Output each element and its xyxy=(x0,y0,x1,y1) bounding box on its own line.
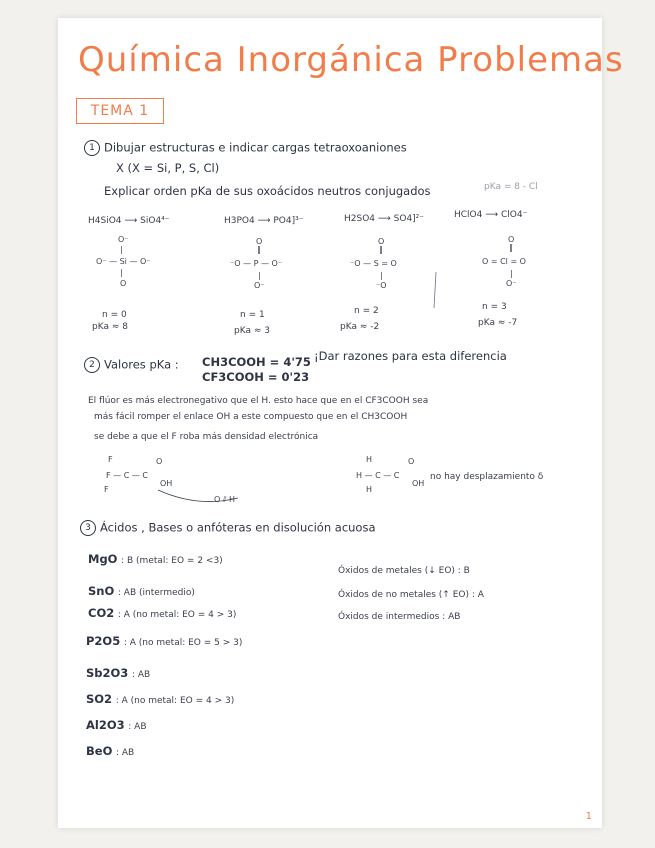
svg-text:O⁻ — Si — O⁻: O⁻ — Si — O⁻ xyxy=(96,257,151,266)
question-2 xyxy=(84,357,179,373)
svg-text:H: H xyxy=(366,455,373,464)
svg-text:O⁻: O⁻ xyxy=(506,279,517,288)
list-item: Al2O3 : AB xyxy=(86,718,147,732)
list-item: BeO : AB xyxy=(86,744,135,758)
question-3 xyxy=(80,520,376,536)
list-item: SO2 : A (no metal: EO = 4 > 3) xyxy=(86,692,235,706)
svg-text:O: O xyxy=(256,237,263,246)
rule-nonmetal-oxides: Óxidos de no metales (↑ EO) : A xyxy=(338,590,484,600)
reaction-s: H2SO4 ⟶ SO4]²⁻ xyxy=(344,214,425,224)
reaction-p: H3PO4 ⟶ PO4]³⁻ xyxy=(224,216,304,226)
svg-text:|: | xyxy=(380,271,383,280)
displacement-note: no hay desplazamiento δ xyxy=(430,472,544,482)
question-number: 1 xyxy=(84,140,100,156)
svg-text:F: F xyxy=(104,485,109,494)
tetraoxoanion-structures xyxy=(78,230,578,310)
svg-text:O: O xyxy=(156,457,163,466)
list-item: P2O5 : A (no metal: EO = 5 > 3) xyxy=(86,634,243,648)
explanation-line-2: más fácil romper el enlace OH a este compuesto que en el CH3COOH xyxy=(94,412,408,422)
svg-text:O: O xyxy=(408,457,415,466)
question-text-2: Explicar orden pKa de sus oxoácidos neutros conjugados xyxy=(104,184,431,198)
svg-text:|: | xyxy=(510,269,513,278)
explanation-line-3: se debe a que el F roba más densidad electrónica xyxy=(94,432,319,442)
svg-text:‖: ‖ xyxy=(509,243,513,252)
svg-text:O⁻: O⁻ xyxy=(254,281,265,290)
reaction-cl: HClO4 ⟶ ClO4⁻ xyxy=(454,210,528,220)
reaction-si: H4SiO4 ⟶ SiO4⁴⁻ xyxy=(88,216,170,226)
n-value-si: n = 0 xyxy=(102,310,127,320)
svg-text:|: | xyxy=(120,245,123,254)
list-item: MgO : B (metal: EO = 2 <3) xyxy=(88,552,223,566)
svg-text:‖: ‖ xyxy=(257,245,261,254)
question-text: Ácidos , Bases o anfóteras en disolución acuosa xyxy=(100,520,376,535)
page-title: Química Inorgánica Problemas xyxy=(78,40,624,80)
rule-intermediate-oxides: Óxidos de intermedios : AB xyxy=(338,612,461,622)
svg-text:⁻O — P — O⁻: ⁻O — P — O⁻ xyxy=(230,259,283,268)
page-number: 1 xyxy=(585,811,592,822)
svg-text:⁻O — S = O: ⁻O — S = O xyxy=(350,259,397,268)
svg-text:F: F xyxy=(108,455,113,464)
pka-value-p: pKa ≈ 3 xyxy=(234,326,270,336)
pka-value-si: pKa ≈ 8 xyxy=(92,322,128,332)
question-ask: ¡Dar razones para esta diferencia xyxy=(314,349,507,363)
svg-text:OH: OH xyxy=(160,479,173,488)
pka-value-s: pKa ≈ -2 xyxy=(340,322,380,332)
pka-trifluoroacetic: CF3COOH = 0'23 xyxy=(202,370,310,384)
topic-box: TEMA 1 xyxy=(76,98,164,124)
list-item: SnO : AB (intermedio) xyxy=(88,584,195,598)
svg-text:O: O xyxy=(508,235,515,244)
svg-text:⁻O: ⁻O xyxy=(376,281,387,290)
n-value-s: n = 2 xyxy=(354,306,379,316)
explanation-line-1: El flúor es más electronegativo que el H. esto hace que en el CF3COOH sea xyxy=(88,396,429,406)
svg-text:|: | xyxy=(120,268,123,277)
rule-metal-oxides: Óxidos de metales (↓ EO) : B xyxy=(338,566,470,576)
question-1 xyxy=(84,140,407,156)
svg-text:O = Cl = O: O = Cl = O xyxy=(482,257,526,266)
pka-value-cl: pKa ≈ -7 xyxy=(478,318,518,328)
svg-text:O: O xyxy=(120,279,127,288)
list-item: CO2 : A (no metal: EO = 4 > 3) xyxy=(88,606,237,620)
svg-text:‖: ‖ xyxy=(379,245,383,254)
pka-acetic: CH3COOH = 4'75 xyxy=(202,355,311,369)
question-number: 3 xyxy=(80,520,96,536)
n-value-p: n = 1 xyxy=(240,310,265,320)
svg-text:|: | xyxy=(258,271,261,280)
svg-text:H: H xyxy=(366,485,373,494)
notebook-page xyxy=(58,18,624,828)
question-text: Valores pKa : xyxy=(104,357,179,372)
svg-text:H — C — C: H — C — C xyxy=(356,471,400,480)
svg-text:O ⫽ H: O ⫽ H xyxy=(214,495,235,504)
svg-text:O: O xyxy=(378,237,385,246)
pka-range-note: pKa = 8 - Cl xyxy=(484,182,538,192)
question-number: 2 xyxy=(84,357,100,373)
question-text: Dibujar estructuras e indicar cargas tetraoxoaniones xyxy=(104,140,407,155)
svg-text:O⁻: O⁻ xyxy=(118,235,129,244)
svg-text:F — C — C: F — C — C xyxy=(106,471,148,480)
list-item: Sb2O3 : AB xyxy=(86,666,151,680)
x-definition: X (X = Si, P, S, Cl) xyxy=(116,161,220,175)
svg-text:OH: OH xyxy=(412,479,425,488)
n-value-cl: n = 3 xyxy=(482,302,507,312)
